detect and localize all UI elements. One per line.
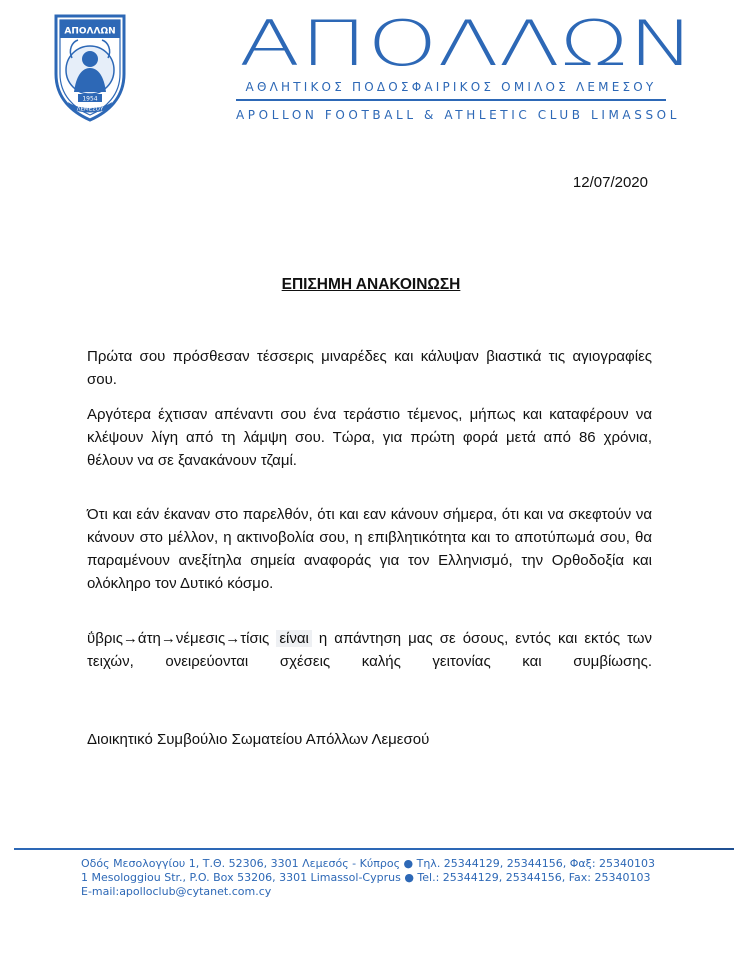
club-crest-logo — [50, 12, 130, 122]
paragraph-2: Αργότερα έχτισαν απέναντι σου ένα τεράστιο τέμενος, μήπως και καταφέρουν να κλέψουν λίγη από τη λάμψη σου. Τώρα, για πρώτη φορά μετά από 86 χρόνια, θέλουν να σε ξανακάνουν τζαμί. — [87, 406, 652, 469]
club-full-name-greek: ΑΘΛΗΤΙΚΟΣ ΠΟΔΟΣΦΑΙΡΙΚΟΣ ΟΜΙΛΟΣ ΛΕΜΕΣΟΥ — [245, 80, 657, 94]
paragraph-4-highlight: είναι — [276, 630, 312, 647]
document-date: 12/07/2020 — [572, 174, 648, 191]
footer-address-english: 1 Mesologgiou Str., P.O. Box 53206, 3301 Limassol-Cyprus ● Tel.: 25344129, 25344156, Fax: 25340103 — [81, 871, 651, 884]
document-title: ΕΠΙΣΗΜΗ ΑΝΑΚΟΙΝΩΣΗ — [281, 276, 461, 293]
footer-divider — [14, 848, 734, 850]
club-full-name-english: APOLLON FOOTBALL & ATHLETIC CLUB LIMASSOL — [236, 108, 681, 122]
paragraph-1: Πρώτα σου πρόσθεσαν τέσσερις μιναρέδες και κάλυψαν βιαστικά τις αγιογραφίες σου. — [87, 348, 652, 388]
crest-bottom-text: ΛΕΜΕΣΟΥ — [76, 106, 104, 113]
crest-year: 1954 — [82, 95, 98, 103]
paragraph-4-rest: η απάντηση μας σε όσους, εντός και εκτός των τειχών, ονειρεύονται σχέσεις καλής γειτονίας και συμβίωσης. — [87, 630, 653, 670]
paragraph-4 — [87, 627, 652, 673]
crest-top-text: ΑΠΟΛΛΩΝ — [64, 26, 116, 37]
paragraph-3: Ότι και εάν έκαναν στο παρελθόν, ότι και εαν κάνουν σήμερα, ότι και να σκεφτούν να κάνουν στο μέλλον, η ακτινοβολία σου, η επιβλητικότητα και το αποτύπωμά σου, θα παραμένουν ανεξίτηλα σημεία αναφοράς για τον Ελληνισμό, την Ορθοδοξία και ολόκληρο τον Δυτικό κόσμο. — [87, 506, 652, 592]
club-name: ΑΠΟΛΛΩΝ — [239, 10, 695, 70]
footer-address-greek: Οδός Μεσολογγίου 1, Τ.Θ. 52306, 3301 Λεμεσός - Κύπρος ● Τηλ. 25344129, 25344156, Φαξ: 25340103 — [81, 857, 656, 870]
paragraph-4-lead: ΰβρις→άτη→νέμεσις→τίσις — [87, 630, 270, 647]
club-wordmark — [232, 10, 702, 70]
footer-email: E-mail:apolloclub@cytanet.com.cy — [81, 885, 272, 898]
signature: Διοικητικό Συμβούλιο Σωματείου Απόλλων Λεμεσού — [87, 731, 430, 748]
header-divider — [236, 99, 666, 101]
